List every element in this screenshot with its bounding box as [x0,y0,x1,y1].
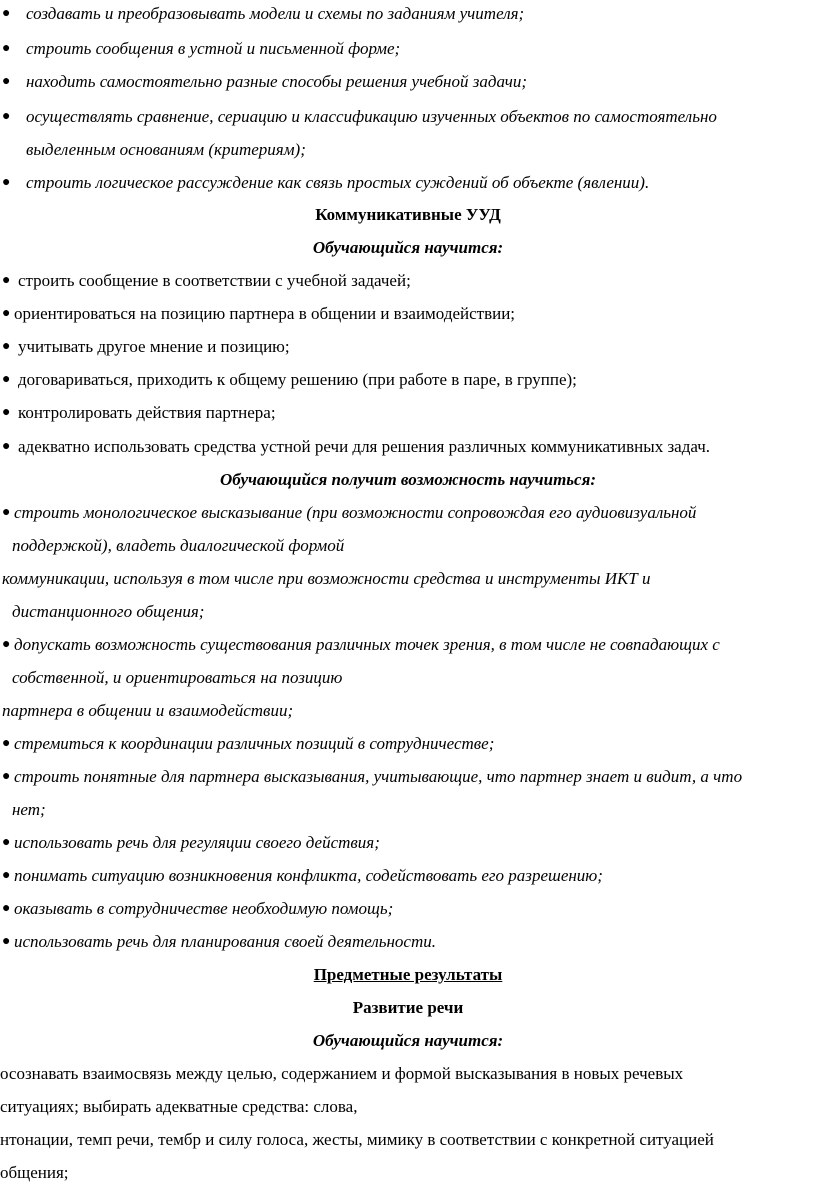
bullet-icon: ● [2,934,11,949]
list-item: строить сообщение в соответствии с учебной задачей; [18,271,411,290]
bullet-icon: ● [2,109,11,124]
list-item-continuation: партнера в общении и взаимодействии; [2,701,294,720]
section-subheading: Обучающийся научится: [312,1031,504,1050]
paragraph-line: ситуациях; выбирать адекватные средства: слова, [0,1097,358,1116]
list-item-continuation: нет; [12,800,46,819]
list-item: строить логическое рассуждение как связь простых суждений об объекте (явлении). [26,173,650,192]
bullet-icon: ● [2,439,11,454]
list-item-continuation: собственной, и ориентироваться на позицию [12,668,343,687]
list-item: использовать речь для регуляции своего действия; [14,833,380,852]
bullet-icon: ● [2,901,11,916]
list-item: осуществлять сравнение, сериацию и классификацию изученных объектов по самостоятельно [26,107,717,126]
bullet-icon: ● [2,372,11,387]
list-item: находить самостоятельно разные способы решения учебной задачи; [26,72,528,91]
list-item: использовать речь для планирования своей деятельности. [14,932,436,951]
list-item-continuation: коммуникации, используя в том числе при возможности средства и инструменты ИКТ и [2,569,651,588]
list-item-continuation: поддержкой), владеть диалогической формой [12,536,345,555]
list-item: учитывать другое мнение и позицию; [18,337,290,356]
list-item: строить сообщения в устной и письменной форме; [26,39,401,58]
bullet-icon: ● [2,835,11,850]
list-item: адекватно использовать средства устной речи для решения различных коммуникативных задач. [18,437,711,456]
bullet-icon: ● [2,736,11,751]
list-item: допускать возможность существования различных точек зрения, в том числе не совпадающих с [14,635,720,654]
bullet-icon: ● [2,41,11,56]
list-item-continuation: дистанционного общения; [12,602,205,621]
list-item: создавать и преобразовывать модели и схемы по заданиям учителя; [26,4,525,23]
list-item: ориентироваться на позицию партнера в общении и взаимодействии; [14,304,516,323]
bullet-icon: ● [2,405,11,420]
list-item-continuation: выделенным основаниям (критериям); [26,140,306,159]
bullet-icon: ● [2,769,11,784]
bullet-icon: ● [2,868,11,883]
list-item: понимать ситуацию возникновения конфликта, содействовать его разрешению; [14,866,603,885]
list-item: строить понятные для партнера высказывания, учитывающие, что партнер знает и видит, а что [14,767,743,786]
list-item: стремиться к координации различных позиций в сотрудничестве; [14,734,495,753]
paragraph-line: общения; [0,1163,69,1182]
bullet-icon: ● [2,74,11,89]
bullet-icon: ● [2,637,11,652]
section-subheading: Обучающийся научится: [312,238,504,257]
section-subheading: Обучающийся получит возможность научиться: [219,470,597,489]
bullet-icon: ● [2,6,11,21]
bullet-icon: ● [2,505,11,520]
list-item: строить монологическое высказывание (при возможности сопровождая его аудиовизуальной [14,503,697,522]
bullet-icon: ● [2,273,11,288]
bullet-icon: ● [2,339,11,354]
list-item: договариваться, приходить к общему решению (при работе в паре, в группе); [18,370,577,389]
paragraph-line: осознавать взаимосвязь между целью, содержанием и формой высказывания в новых речевых [0,1064,684,1083]
bullet-icon: ● [2,175,11,190]
list-item: контролировать действия партнера; [18,403,276,422]
section-heading: Развитие речи [352,998,464,1017]
bullet-icon: ● [2,306,11,321]
paragraph-line: нтонации, темп речи, тембр и силу голоса, жесты, мимику в соответствии с конкретной ситуацией [0,1130,714,1149]
list-item: оказывать в сотрудничестве необходимую помощь; [14,899,394,918]
section-heading: Коммуникативные УУД [315,205,501,224]
section-heading: Предметные результаты [313,965,503,984]
